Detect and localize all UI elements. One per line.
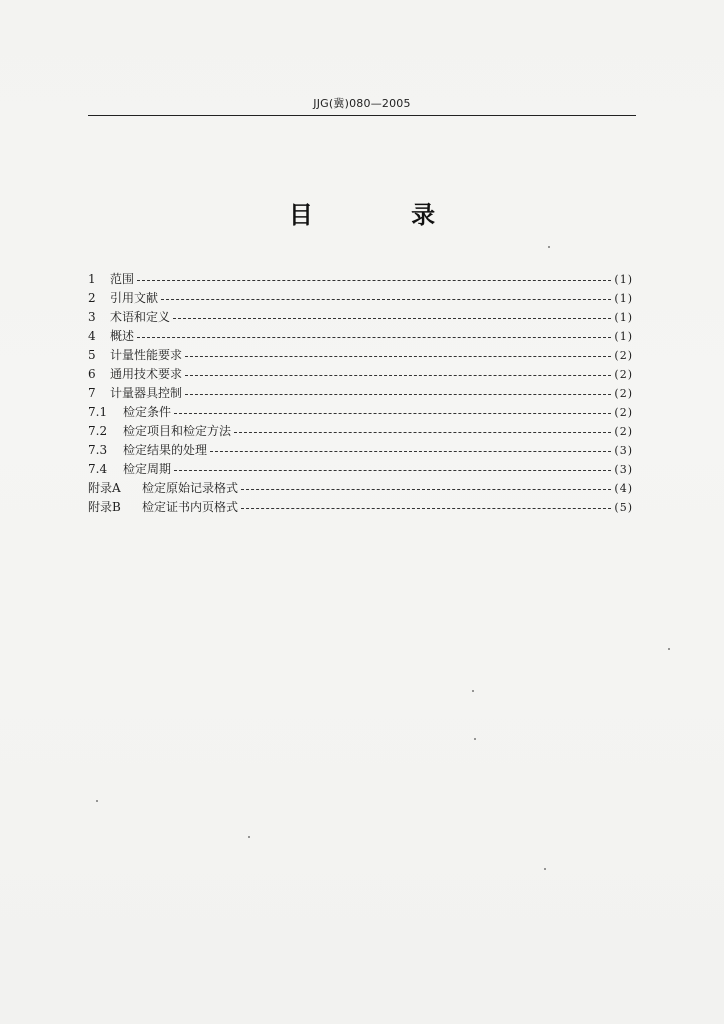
toc-leader-dots (174, 470, 611, 471)
toc-entry-1[interactable] (88, 270, 633, 289)
scan-speck (96, 800, 98, 802)
toc-entry-number: 7.2 (88, 424, 108, 438)
toc-leader-dots (241, 508, 611, 509)
toc-entry-appendix-b[interactable] (88, 498, 633, 517)
toc-entry-page: (2) (614, 425, 633, 438)
scan-speck (668, 648, 670, 650)
toc-entry-label: 检定项目和检定方法 (123, 424, 232, 438)
toc-entry-number: 7 (88, 386, 96, 400)
toc-leader-dots (137, 337, 611, 338)
toc-entry-number: 附录A (88, 481, 121, 495)
toc-leader-dots (185, 356, 611, 357)
toc-entry-page: (1) (614, 311, 633, 324)
toc-leader-dots (185, 394, 611, 395)
toc-leader-dots (210, 451, 611, 452)
toc-entry-page: (2) (614, 406, 633, 419)
toc-leader-dots (173, 318, 611, 319)
toc-leader-dots (241, 489, 611, 490)
toc-entry-label: 概述 (110, 329, 135, 343)
toc-entry-label: 检定周期 (123, 462, 172, 476)
toc-entry-label: 术语和定义 (110, 310, 171, 324)
toc-entry-number: 1 (88, 272, 96, 286)
toc-leader-dots (185, 375, 611, 376)
toc-entry-3[interactable] (88, 308, 633, 327)
toc-entry-number: 7.1 (88, 405, 108, 419)
toc-entry-page: (4) (614, 482, 633, 495)
toc-entry-label: 计量性能要求 (110, 348, 183, 362)
toc-entry-page: (1) (614, 292, 633, 305)
toc-leader-dots (174, 413, 611, 414)
toc-entry-label: 检定证书内页格式 (142, 500, 239, 514)
toc-entry-7[interactable] (88, 384, 633, 403)
toc-entry-label: 检定条件 (123, 405, 172, 419)
toc-entry-page: (1) (614, 330, 633, 343)
scan-speck (472, 690, 474, 692)
standard-code-header: JJG(冀)080—2005 (313, 97, 411, 110)
toc-entry-number: 2 (88, 291, 96, 305)
toc-entry-label: 范围 (110, 272, 135, 286)
toc-entry-label: 检定原始记录格式 (142, 481, 239, 495)
toc-entry-7-3[interactable] (88, 441, 633, 460)
toc-entry-number: 4 (88, 329, 96, 343)
toc-leader-dots (234, 432, 611, 433)
toc-entry-number: 7.3 (88, 443, 108, 457)
toc-entry-label: 通用技术要求 (110, 367, 183, 381)
toc-entry-page: (2) (614, 387, 633, 400)
toc-entry-7-4[interactable] (88, 460, 633, 479)
toc-leader-dots (161, 299, 611, 300)
header-rule (88, 115, 636, 116)
scan-speck (548, 246, 550, 248)
scan-speck (248, 836, 250, 838)
toc-leader-dots (137, 280, 611, 281)
toc-entry-page: (3) (614, 463, 633, 476)
toc-title: 目 录 (288, 201, 481, 229)
toc-entry-5[interactable] (88, 346, 633, 365)
toc-entry-4[interactable] (88, 327, 633, 346)
toc-entry-page: (1) (614, 273, 633, 286)
toc-entry-7-2[interactable] (88, 422, 633, 441)
toc-entry-number: 6 (88, 367, 96, 381)
toc-entry-number: 5 (88, 348, 96, 362)
table-of-contents (88, 270, 633, 517)
toc-entry-page: (5) (614, 501, 633, 514)
scan-speck (474, 738, 476, 740)
toc-entry-number: 7.4 (88, 462, 108, 476)
scan-speck (544, 868, 546, 870)
toc-entry-page: (3) (614, 444, 633, 457)
toc-entry-page: (2) (614, 349, 633, 362)
toc-entry-appendix-a[interactable] (88, 479, 633, 498)
toc-entry-label: 检定结果的处理 (123, 443, 208, 457)
toc-entry-number: 附录B (88, 500, 121, 514)
toc-entry-6[interactable] (88, 365, 633, 384)
toc-entry-label: 引用文献 (110, 291, 159, 305)
toc-entry-page: (2) (614, 368, 633, 381)
toc-entry-number: 3 (88, 310, 96, 324)
toc-entry-label: 计量器具控制 (110, 386, 183, 400)
toc-entry-7-1[interactable] (88, 403, 633, 422)
toc-entry-2[interactable] (88, 289, 633, 308)
